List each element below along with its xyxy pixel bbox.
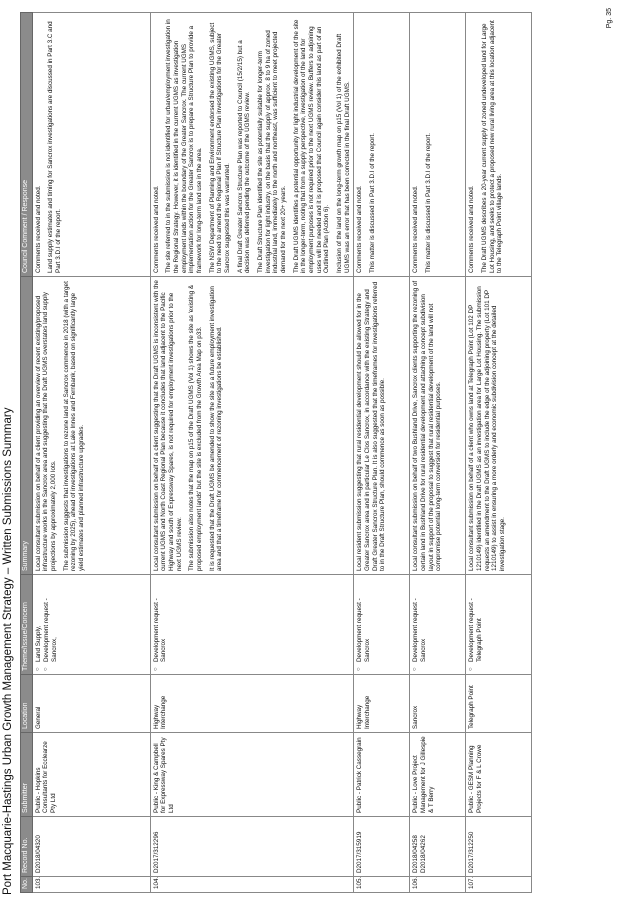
response-paragraph: Comments received and noted. [356, 185, 364, 273]
cell-no: 103. [32, 877, 150, 893]
cell-record-no: D2017/312250 [466, 817, 532, 877]
cell-summary [354, 277, 410, 575]
summary-paragraph: Local consultant submission on behalf of a client providing an overview of recent existing/proposed infrastructure works in the Sancrox area and suggesting that the Draft UGMS overstates land supply projections by approximately 2,000 lots. [34, 292, 57, 571]
response-paragraph: The Draft UGMS describes a 20-year current supply of zoned undeveloped land for Large Lot Housing, and seeks to protect a proposed new rural living area at this location adjacent to the Telegraph Point village lands. [480, 20, 504, 273]
response-paragraph: The Draft UGMS identifies a potential opportunity for light industrial development of the site in the longer-term, noting that from a supply perspective, investigation of the land for employment purposes is not required prior to the next UGMS review. Buffers to adjoining uses will be needed and it is proposed that Council again consider this land as part of an Outlined Plan (Action 6). [292, 19, 331, 273]
cell-themes [466, 575, 532, 675]
document-title: Port Macquarie-Hastings Urban Growth Management Strategy – Written Submissions Summary [2, 407, 14, 895]
cell-summary [32, 277, 150, 575]
table-row [32, 13, 150, 893]
theme-item: ○ Land Supply, [35, 578, 43, 671]
cell-no: 104. [150, 877, 354, 893]
response-paragraph: Comments received and noted. [34, 185, 42, 273]
table-row [466, 13, 532, 893]
cell-summary [150, 277, 354, 575]
cell-themes [32, 575, 150, 675]
cell-response [150, 13, 354, 277]
cell-submitter: Public - Patrick Cassegrain [354, 733, 410, 817]
response-paragraph: This matter is discussed in Part 3.D.I of the report. [424, 133, 432, 273]
cell-record-no: D2017/315919 [354, 817, 410, 877]
cell-response [354, 13, 410, 277]
cell-summary [466, 277, 532, 575]
cell-response [32, 13, 150, 277]
theme-item: ○ Development request - Sancrox, [43, 578, 58, 671]
summary-paragraph: Local resident submission suggesting that rural residential development should be allowed for in the Greater Sancrox area and in particular Le Clos Sancrox, in accordance with the existing Strategy and Draft Greater Sancrox Structure Plan. It is also suggested that the timeframes for investigations referred to in the Draft Structure Plan, should commence as soon as possible. [356, 281, 387, 571]
summary-paragraph: Local consultant submission on behalf of a client suggesting that the Draft UGMS is inconsistent with the current UGMS and North Coast Regional Plan because it concludes that land adjacent to the Pacific Highway and south of Expressway Spares, is not required for employment investigations prior to the next UGMS review. [152, 280, 183, 571]
cell-no: 105. [354, 877, 410, 893]
cell-submitter: Public - GESM Planning Projects for F & L Crowe [466, 733, 532, 817]
cell-summary [410, 277, 466, 575]
cell-themes [354, 575, 410, 675]
response-paragraph: The Draft Structure Plan identified the site as potentially suitable for longer-term investigation for light industry, on the basis that the supply of approx. 8 to 9 ha of zoned industrial land, immediately to the north and northeast, was sufficient to meet projected demand for the next 20+ years. [256, 30, 287, 273]
response-paragraph: The NSW Department of Planning and Environment endorsed the existing UGMS, subject to the need to amend the Regional Plan if Structure Plan investigations for the Greater Sancrox suggested this was warranted. [208, 22, 231, 273]
response-paragraph: Inclusion of the land on the long-term growth map on p15 (Vol 1) of the exhibited Draft UGMS was an error that has been corrected in the final Draft UGMS. [335, 33, 351, 273]
response-paragraph: Comments received and noted. [412, 185, 420, 273]
theme-item: ○ Development request - Sancrox [412, 578, 427, 671]
summary-paragraph: The submission also notes that the map on p15 of the Draft UGMS (Vol 1) shows the site as 'existing & proposed employment lands' but the site is excluded from the Growth Area Map on p33. [188, 284, 203, 571]
cell-submitter: Public - Love Project Management for J Gillespie & T Berry [410, 733, 466, 817]
table-body [32, 13, 532, 893]
theme-item: ○ Development request - Sancrox [153, 578, 168, 671]
response-paragraph: A final Draft Greater Sancrox Structure Plan was reported to Council (15/2/15) but a decision was deferred pending the outcome of the UGMS review. [236, 40, 252, 273]
cell-submitter: Public - King & Campbell for Expressway Spares Pty Ltd [150, 733, 354, 817]
response-paragraph: Land supply estimates and timing for Sancrox investigations are discussed in Part 3.C and Part 3.D.I of the report. [47, 21, 62, 273]
cell-response [410, 13, 466, 277]
submissions-table [20, 12, 532, 893]
response-paragraph: This matter is discussed in Part 3.D.I of the report. [368, 133, 376, 273]
cell-location: Highway Interchange [354, 675, 410, 733]
cell-record-no: D2018/04320 [32, 817, 150, 877]
table-header [21, 13, 33, 893]
cell-location: Highway Interchange [150, 675, 354, 733]
response-paragraph: The site referred to in the submission is not identified for urban/employment investigation in the Regional Strategy. However, it is identified in the current UGMS as investigation employment lands within the boundary of the Greater Sancrox. The current UGMS implementation action for the Greater Sancrox is to prepare a Structure Plan to provide a framework for long-term land use in the area. [165, 19, 203, 273]
theme-item: ○ Development request - Sancrox [356, 578, 371, 671]
response-paragraph: Comments received and noted. [468, 185, 476, 273]
cell-response [466, 13, 532, 277]
cell-record-no: D2018/04258 D2018/04262 [410, 817, 466, 877]
cell-record-no: D2017/312296 [150, 817, 354, 877]
cell-submitter: Public - Hopkins Consultants for Ecclearze Pty Ltd [32, 733, 150, 817]
summary-paragraph: Local consultant submission on behalf of a client who owns land at Telegraph Point (Lot 102 DP 1210149) identified in the Draft UGMS as an investigation area for Large Lot Housing. The submission requests an amendment to the Draft UGMS to include the edge of the adjoining property (Lot 101 DP 1210149) to assist in ensuring a more orderly and economic subdivision concept at the detailed investigation stage. [468, 286, 506, 571]
summary-paragraph: The submission suggests that investigations to rezone land at Sancrox commence in 2018 (with a target rezoning by 2025), ahead of investigations at Lake Innes and Fernbank, based on significantly large yield estimates and planned infrastructure upgrades. [62, 281, 85, 571]
summary-paragraph: It is requested that the Draft UGMS be amended to show the site as a future employment investigation area and that a timeframe for commencement of rezoning investigations be established. [208, 286, 224, 571]
header-no: No. [21, 877, 33, 893]
header-location: Location [21, 675, 33, 733]
response-paragraph: Comments received and noted. [152, 185, 160, 273]
cell-location: Sancrox [410, 675, 466, 733]
header-submitter: Submitter [21, 733, 33, 817]
cell-location: Telegraph Point [466, 675, 532, 733]
header-theme: Theme/Issue/Concern [21, 575, 33, 675]
header-council-response: Council Comment / Response [21, 13, 33, 277]
cell-no: 107. [466, 877, 532, 893]
header-summary: Summary [21, 277, 33, 575]
page-number: Pg. 35 [606, 8, 613, 29]
cell-themes [410, 575, 466, 675]
cell-no: 106. [410, 877, 466, 893]
cell-location: General [32, 675, 150, 733]
summary-paragraph: Local consultant submission on behalf of two Bushland Drive, Sancrox clients supporting the rezoning of certain land in Bushland Drive for rural residential development and attaching a concept subdivision layout in support of the proposal to suggest that rural residential development of the land will not compromise potential long-term conversion for residential purposes. [412, 280, 443, 571]
table-row [150, 13, 354, 893]
header-record-no: Record No. [21, 817, 33, 877]
theme-item: ○ Development request - Telegraph Point [468, 578, 483, 671]
table-row [410, 13, 466, 893]
cell-themes [150, 575, 354, 675]
table-row [354, 13, 410, 893]
